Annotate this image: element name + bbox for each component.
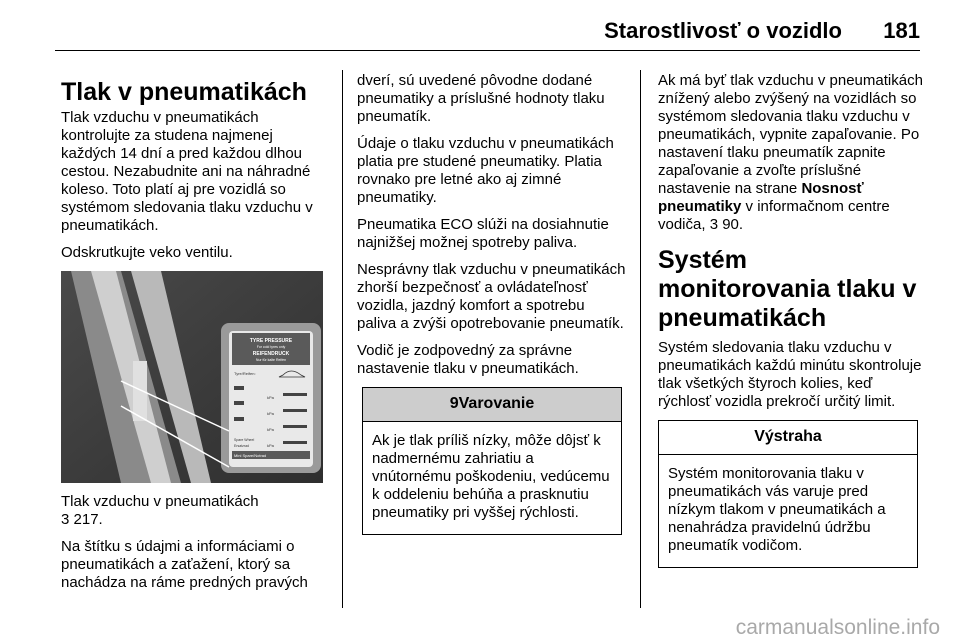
tire-pressure-label-photo bbox=[61, 271, 323, 483]
label-text: Ersatzrad bbox=[234, 444, 249, 448]
paragraph: Pneumatika ECO slúži na dosiahnutie najnižšej možnej spotreby paliva. bbox=[357, 216, 609, 251]
paragraph bbox=[658, 72, 926, 234]
column-divider-1 bbox=[342, 70, 343, 608]
column-1 bbox=[61, 72, 331, 601]
paragraph: Nesprávny tlak vzduchu v pneumatikách zhorší bezpečnosť a ovládateľnosť vozidla, jazdný komfort a spotrebu paliva a zvýši opotrebovanie pneumatík. bbox=[357, 261, 626, 332]
figure-caption: Tlak vzduchu v pneumatikách bbox=[61, 493, 259, 510]
paragraph: dverí, sú uvedené pôvodne dodané pneumatiky a príslušné hodnoty tlaku pneumatík. bbox=[357, 72, 605, 125]
watermark: carmanualsonline.info bbox=[735, 616, 940, 639]
page-number: 181 bbox=[883, 18, 920, 43]
column-divider-2 bbox=[640, 70, 641, 608]
warning-text: Ak je tlak príliš nízky, môže dôjsť k nadmernému zahriatiu a vnútornému poškodeniu, vedúcemu k oddeleniu behúňa a prasknutiu pneumatiky pri vyššej rýchlosti. bbox=[372, 432, 610, 521]
label-text: Mini Spare/Notrad bbox=[234, 453, 267, 458]
section-title: Starostlivosť o vozidlo bbox=[604, 18, 842, 43]
page-header bbox=[0, 0, 960, 50]
warning-icon: 9 bbox=[449, 395, 459, 412]
paragraph: Na štítku s údajmi a informáciami o pneumatikách a zaťažení, ktorý sa nachádza na ráme predných pravých bbox=[61, 538, 308, 591]
paragraph: Údaje o tlaku vzduchu v pneumatikách platia pre studené pneumatiky. Platia rovnako pre letné ako aj zimné pneumatiky. bbox=[357, 135, 614, 206]
notice-box bbox=[658, 420, 918, 568]
door-frame-illustration bbox=[61, 271, 323, 483]
column-2 bbox=[357, 72, 627, 535]
paragraph: Odskrutkujte veko ventilu. bbox=[61, 244, 233, 261]
figure-reference[interactable]: 3 217. bbox=[61, 511, 103, 528]
menu-item-reference: Nosnosť pneumatiky bbox=[658, 180, 864, 215]
label-text: Spare Wheel bbox=[234, 438, 255, 442]
notice-title: Výstraha bbox=[659, 421, 917, 455]
label-text: TYRE PRESSURE bbox=[249, 338, 293, 344]
label-unit: kPa bbox=[267, 411, 274, 416]
warning-title: Varovanie bbox=[458, 395, 535, 412]
paragraph: Vodič je zodpovedný za správne nastavenie tlaku v pneumatikách. bbox=[357, 342, 579, 377]
label-text: For cold tyres only bbox=[256, 345, 286, 349]
paragraph: Systém sledovania tlaku vzduchu v pneumatikách každú minútu skontroluje tlak všetkých štyroch kolies, keď rýchlosť vozidla prekročí určitý limit. bbox=[658, 339, 922, 410]
page-reference[interactable]: 3 90. bbox=[709, 216, 744, 233]
notice-text: Systém monitorovania tlaku v pneumatikách vás varuje pred nízkym tlakom v pneumatikách a nenahrádza pravidelnú údržbu pneumatík vodičom. bbox=[668, 465, 886, 554]
warning-header bbox=[363, 388, 621, 422]
warning-box bbox=[362, 387, 622, 535]
label-text: Tyre/Reifen: bbox=[234, 371, 256, 376]
label-text: Nur für kalte Reifen bbox=[255, 358, 287, 362]
heading-tire-pressure: Tlak v pneumatikách bbox=[61, 78, 307, 106]
label-text: REIFENDRUCK bbox=[252, 351, 290, 357]
paragraph-text: v informačnom centre vodiča, bbox=[658, 198, 890, 233]
column-3 bbox=[658, 72, 926, 568]
label-unit: kPa bbox=[267, 395, 274, 400]
header-rule bbox=[55, 50, 920, 51]
paragraph-text: Ak má byť tlak vzduchu v pneumatikách znížený alebo zvýšený na vozidlách so systémom sledovania tlaku vzduchu v pneumatikách, vypnite zapaľovanie. Po nastavení tlaku pneumatík zapnite zapaľovanie a zvoľte príslušné nastavenie na strane bbox=[658, 72, 923, 197]
label-unit: kPa bbox=[267, 427, 274, 432]
label-unit: kPa bbox=[267, 443, 274, 448]
heading-tpms: Systém monitorovania tlaku v pneumatikách bbox=[658, 246, 917, 332]
paragraph: Tlak vzduchu v pneumatikách kontrolujte za studena najmenej každých 14 dní a pred každou dlhou cestou. Nezabudnite ani na náhradné koleso. Toto platí aj pre vozidlá so systémom sledovania tlaku vzduchu v pneumatikách. bbox=[61, 109, 313, 234]
